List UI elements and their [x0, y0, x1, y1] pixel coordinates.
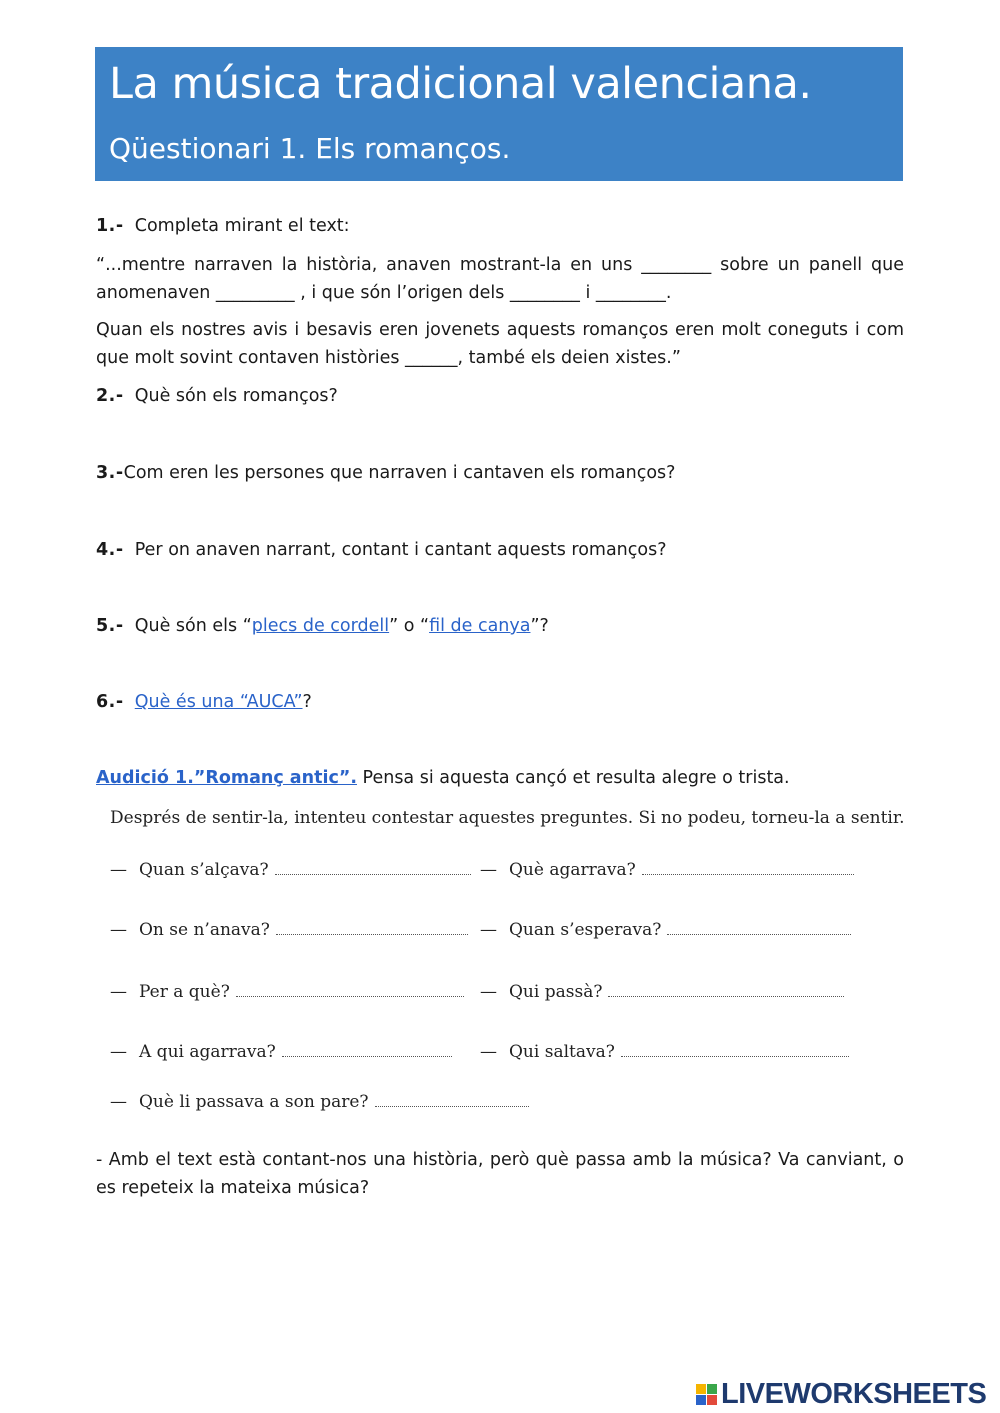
answer-field[interactable] — [282, 1055, 452, 1057]
header-banner — [95, 47, 903, 181]
question-number: 2.- — [96, 386, 124, 406]
audition-question: — Quan s’esperava? — [480, 920, 851, 940]
answer-field[interactable] — [608, 995, 844, 997]
question-2 — [96, 384, 338, 408]
audition-question: — On se n’anava? — [110, 920, 468, 940]
answer-field[interactable] — [236, 995, 464, 997]
brand-name: LIVEWORKSHEETS — [721, 1378, 987, 1410]
question-number: 6.- — [96, 692, 124, 712]
question-text: Com eren les persones que narraven i cantaven els romanços? — [123, 463, 676, 483]
audition-question: — Quan s’alçava? — [110, 860, 471, 880]
question-6 — [96, 690, 312, 714]
answer-field[interactable] — [276, 933, 468, 935]
liveworksheets-logo-icon — [696, 1384, 717, 1405]
question-5 — [96, 614, 549, 638]
audition-question: — Per a què? — [110, 982, 464, 1002]
answer-field[interactable] — [621, 1055, 849, 1057]
question-text-start: Què són els “ — [134, 616, 252, 636]
question-4 — [96, 538, 667, 562]
fil-de-canya-link[interactable]: fil de canya — [429, 616, 531, 636]
liveworksheets-logo[interactable] — [696, 1378, 986, 1411]
answer-field[interactable] — [667, 933, 851, 935]
audition-text: Pensa si aquesta cançó et resulta alegre o trista. — [356, 768, 790, 788]
audition-intro: Després de sentir-la, intenteu contestar aquestes preguntes. Si no podeu, torneu-la a sentir. — [110, 808, 905, 828]
question-number: 5.- — [96, 616, 124, 636]
audition-link[interactable]: Audició 1.”Romanç antic”. — [96, 768, 357, 788]
audition-question: — A qui agarrava? — [110, 1042, 452, 1062]
auca-link[interactable]: Què és una “AUCA” — [134, 692, 303, 712]
question-text: Per on anaven narrant, contant i cantant aquests romanços? — [134, 540, 667, 560]
question-number: 4.- — [96, 540, 124, 560]
question-1 — [96, 214, 350, 238]
answer-field[interactable] — [375, 1105, 529, 1107]
answer-field[interactable] — [642, 873, 854, 875]
audition-question: — Què agarrava? — [480, 860, 854, 880]
question-3 — [96, 461, 675, 485]
quote-paragraph-2: Quan els nostres avis i besavis eren jovenets aquests romanços eren molt coneguts i com que molt sovint contaven històries ______, també els deien xistes.” — [96, 320, 904, 368]
audition-line — [96, 766, 790, 790]
quote-paragraph-1: “...mentre narraven la història, anaven mostrant-la en uns ________ sobre un panell que anomenaven _________ , i que són l’origen dels ________ i ________. — [96, 255, 904, 303]
answer-field[interactable] — [275, 873, 471, 875]
audition-question: — Què li passava a son pare? — [110, 1092, 529, 1112]
question-text-end: ”? — [530, 616, 549, 636]
final-question: - Amb el text està contant-nos una història, però què passa amb la música? Va canviant, o es repeteix la mateixa música? — [96, 1150, 904, 1198]
question-number: 1.- — [96, 216, 124, 236]
question-number: 3.- — [96, 463, 124, 483]
question-text: Què són els romanços? — [134, 386, 338, 406]
audition-question: — Qui saltava? — [480, 1042, 849, 1062]
question-text: Completa mirant el text: — [134, 216, 350, 236]
page-title: La música tradicional valenciana. — [109, 59, 812, 109]
page-subtitle: Qüestionari 1. Els romanços. — [109, 132, 511, 165]
question-text-middle: ” o “ — [389, 616, 430, 636]
question-text-end: ? — [302, 692, 312, 712]
plecs-de-cordell-link[interactable]: plecs de cordell — [251, 616, 390, 636]
audition-question: — Qui passà? — [480, 982, 844, 1002]
